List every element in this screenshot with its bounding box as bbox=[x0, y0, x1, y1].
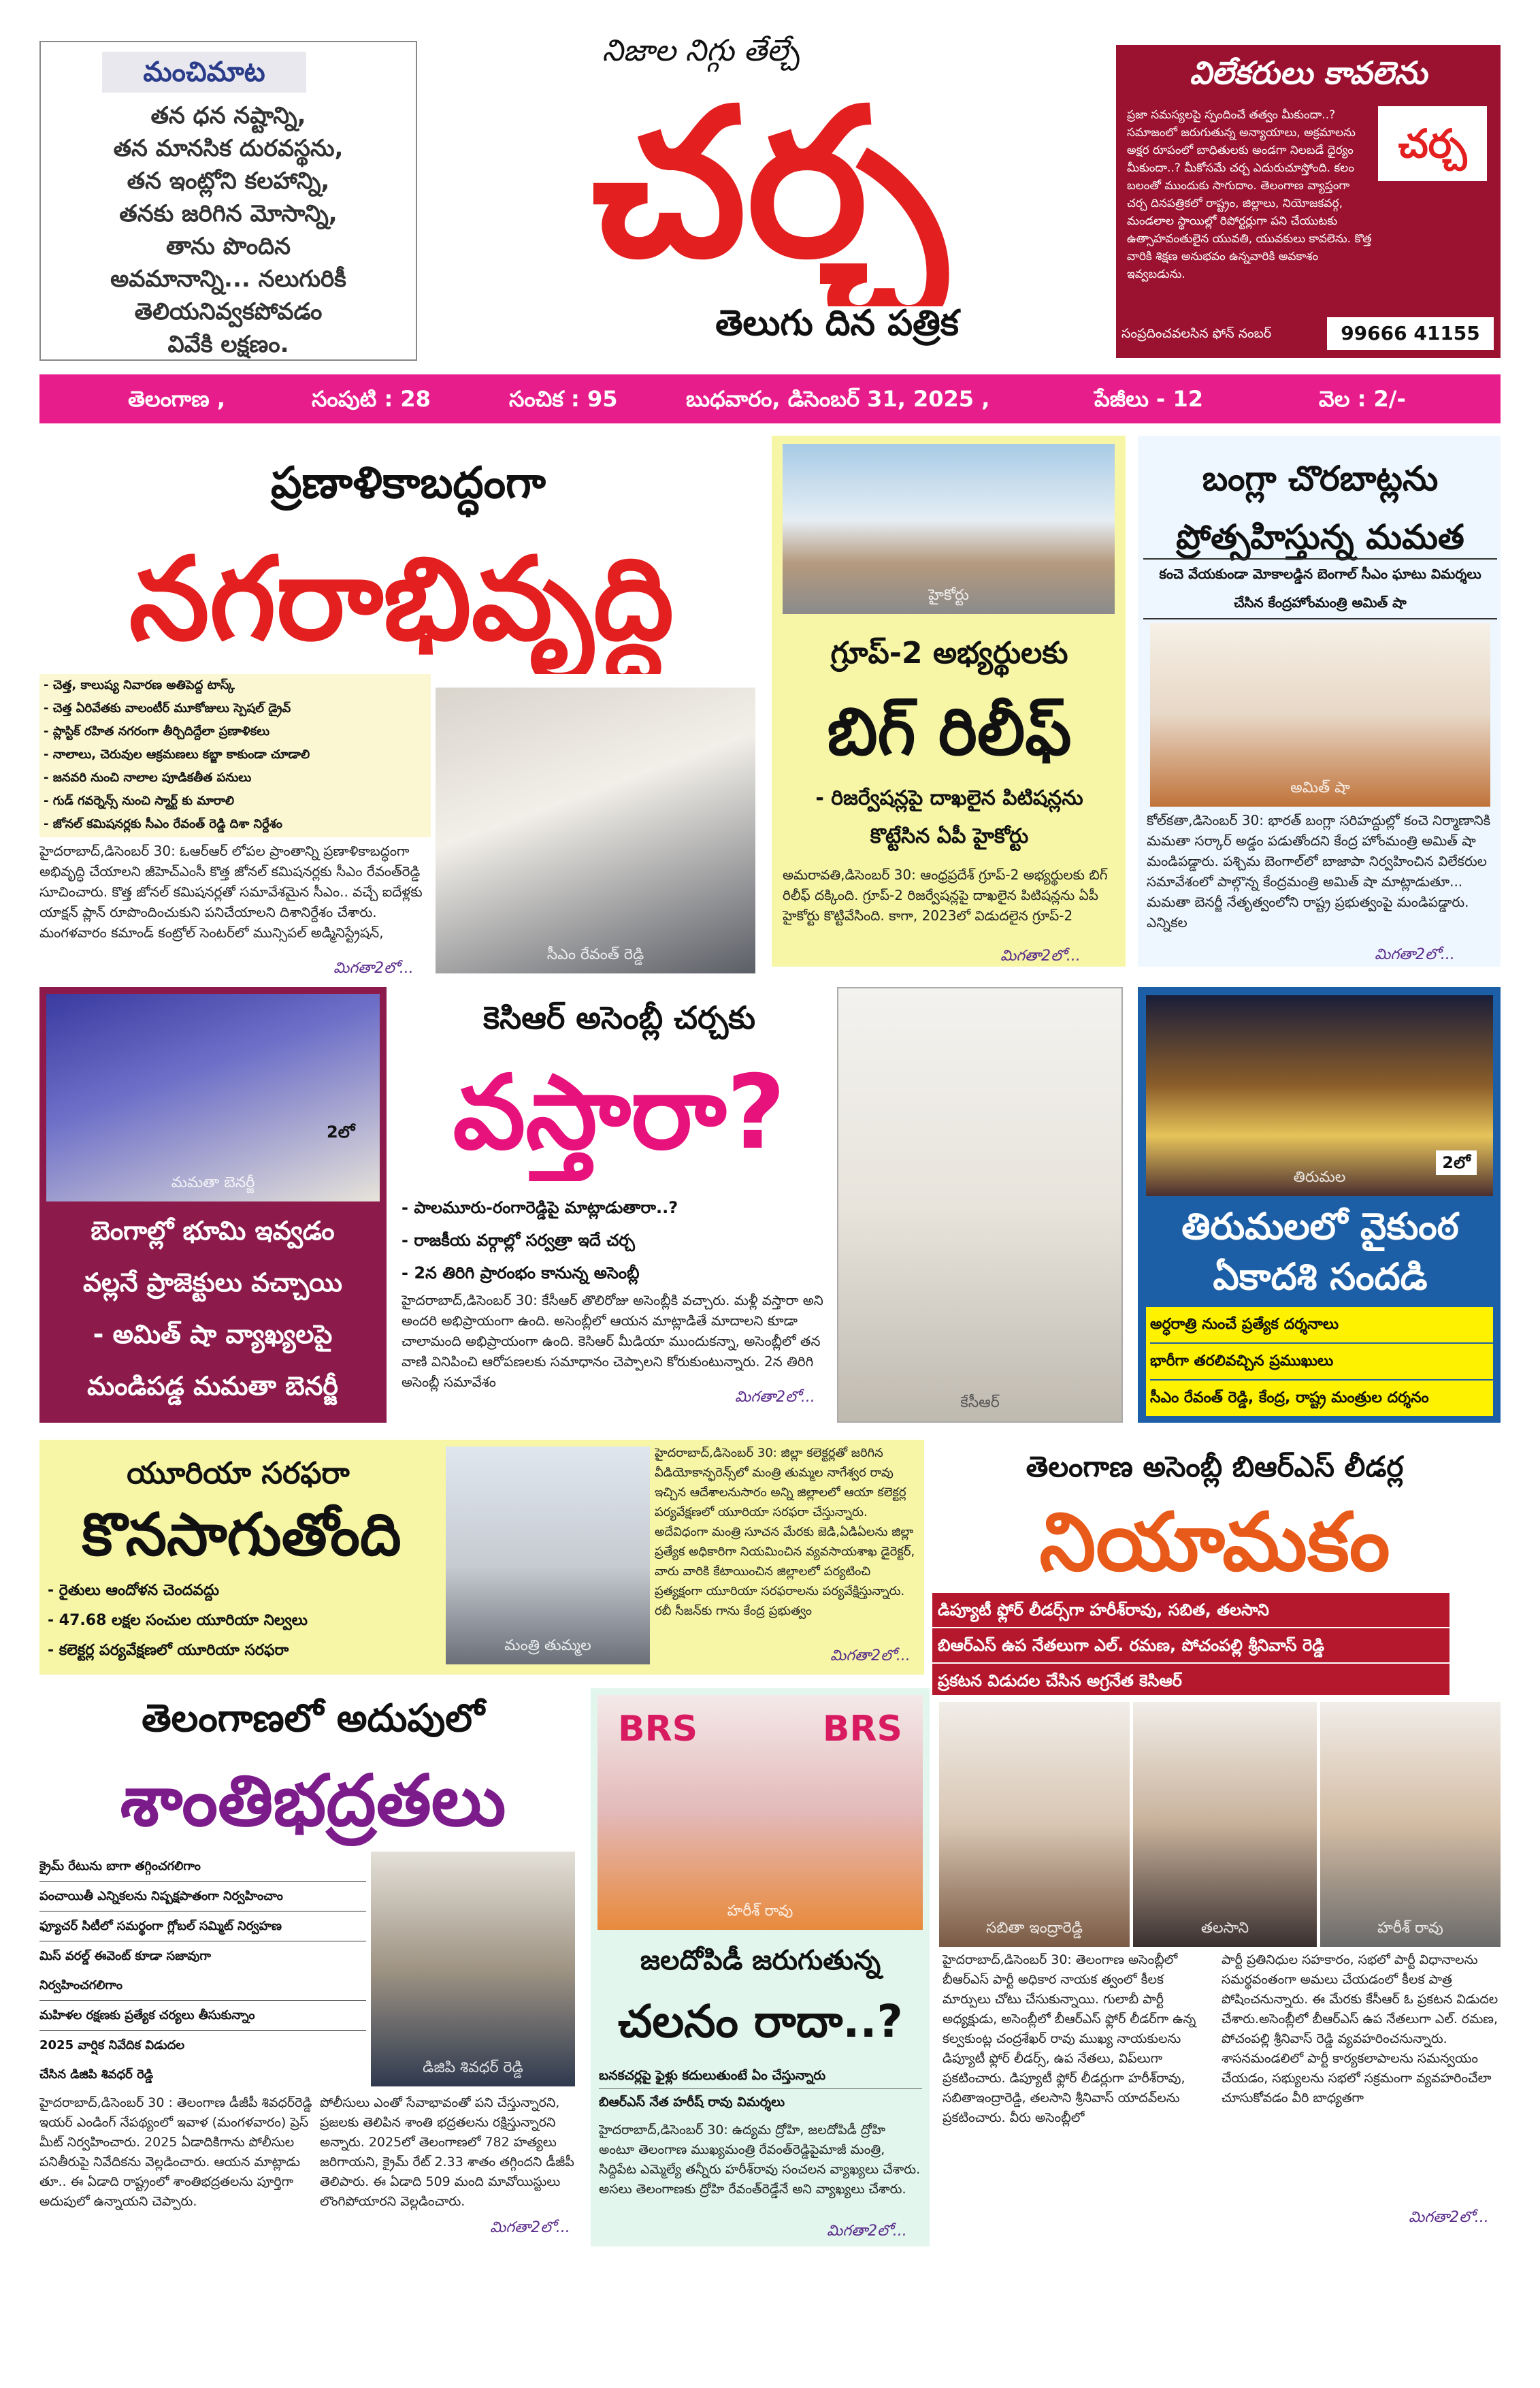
bangla-photo-caption: అమిత్ షా bbox=[1290, 779, 1350, 796]
brs-photo-caption: తలసాని bbox=[1200, 1920, 1249, 1937]
urea-kicker: యూరియా సరఫరా bbox=[127, 1456, 350, 1491]
tirumala-photo-caption: తిరుమల bbox=[1293, 1169, 1346, 1186]
jala-photo bbox=[597, 1695, 923, 1930]
ad-logo: చర్చ bbox=[1378, 106, 1487, 181]
dateline-volume: సంపుటి : 28 bbox=[312, 386, 431, 412]
quote-line: తన ఇంట్లోని కలహాన్ని, bbox=[127, 167, 330, 195]
santhi-more: మిగతా2లో... bbox=[490, 2219, 570, 2236]
brs-kicker: తెలంగాణ అసెంబ్లీ బిఆర్ఎస్ లీడర్ల bbox=[1026, 1450, 1404, 1483]
bangla-photo bbox=[1150, 623, 1490, 807]
santhi-body-1: హైదరాబాద్,డిసెంబర్ 30 : తెలంగాణ డీజీపీ శివధర్‌రెడ్డి ఇయర్ ఎండింగ్ నేపథ్యంలో ఇవాళ (మంగళవారం) ప్రెస్ మీట్ నిర్వహించారు. 2025 ఏడాదికిగాను పోలీసుల పనితీరుపై నివేదికను వెల్లడించారు. ఆయన మాట్లాడు తూ.. ఈ ఏడాది రాష్ట్రంలో శాంతిభద్రతలను పూర్తిగా అదుపులో ఉన్నాయని చెప్పారు. bbox=[39, 2095, 312, 2209]
mamata-headline-line: వల్లనే ప్రాజెక్టులు వచ్చాయి bbox=[82, 1268, 343, 1297]
group2-photo-caption: హైకోర్టు bbox=[928, 587, 969, 604]
lead-bullet: - చెత్త, కాలుష్య నివారణ అతిపెద్ద టాస్క్ bbox=[44, 678, 235, 692]
group2-photo bbox=[783, 444, 1115, 614]
lead-photo-caption: సీఎం రేవంత్ రెడ్డి bbox=[546, 946, 644, 963]
dateline-state: తెలంగాణ , bbox=[128, 386, 226, 412]
quote-title: మంచిమాట bbox=[102, 52, 306, 93]
brs-more: మిగతా2లో... bbox=[1409, 2209, 1489, 2226]
urea-photo-caption: మంత్రి తుమ్మల bbox=[504, 1637, 591, 1654]
urea-bullets bbox=[48, 1576, 442, 1668]
dateline-bar bbox=[39, 374, 1501, 423]
urea-body: హైదరాబాద్,డిసెంబర్ 30: జిల్లా కలెక్టర్లతో జరిగిన వీడియోకాన్ఫరెన్స్‌లో మంత్రి తుమ్మల నాగేశ్వర రావు ఇచ్చిన ఆదేశాలనుసారం అన్ని జిల్లాలలో ఆయా కలెక్టర్ల పర్యవేక్షణలో యూరియా సరఫరా చేస్తున్నారు. అదేవిధంగా మంత్రి సూచన మేరకు జెడి,ఏడిఏలను జిల్లా ప్రత్యేక అధికారిగా నియమించిన వ్యవసాయశాఖ డైరెక్టర్, వారు వారికి కేటాయించిన జిల్లాలలో పర్యటించి ప్రత్యక్షంగా యూరియా సరఫరాలను పర్యవేక్షిస్తున్నారు. రబీ సీజన్‌కు గాను కేంద్ర ప్రభుత్వం bbox=[655, 1446, 915, 1618]
quote-line: అవమానాన్ని... నలుగురికీ bbox=[110, 265, 346, 293]
jala-headline: చలనం రాదా..? bbox=[618, 1995, 903, 2048]
group2-kicker: గ్రూప్-2 అభ్యర్థులకు bbox=[830, 636, 1068, 671]
urea-photo bbox=[446, 1447, 650, 1664]
santhi-item: పంచాయితీ ఎన్నికలను నిష్పక్షపాతంగా నిర్వహించాం bbox=[39, 1882, 366, 1911]
brs-photo-caption: సబితా ఇంద్రారెడ్డి bbox=[986, 1920, 1083, 1937]
santhi-body-2: పోలీసులు ఎంతో సేవాభావంతో పని చేస్తున్నారని, ప్రజలకు తెలిపిన శాంతి భద్రతలను రక్షిస్తున్నారని అన్నారు. 2025లో తెలంగాణలో 782 హత్యలు జరిగాయని, క్రైమ్ రేట్ 2.33 శాతం తగ్గిందని డీజీపీ తెలిపారు. ఈ ఏడాది 509 మంది మావోయిస్టులు లొంగిపోయారని వెల్లడించారు. bbox=[320, 2095, 574, 2209]
brs-backdrop-text: BRS bbox=[618, 1709, 698, 1749]
masthead-subtitle: తెలుగు దిన పత్రిక bbox=[715, 303, 959, 344]
brs-body-1: హైదరాబాద్,డిసెంబర్ 30: తెలంగాణ అసెంబ్లీలో బీఆర్ఎస్ పార్టీ అధికార నాయక త్వంలో కీలక మార్పులు చోటు చేసుకున్నాయి. గులాబీ పార్టీ అధ్యక్షుడు, అసెంబ్లీలో బీఆర్ఎస్ ఫ్లోర్ లీడర్‌గా ఉన్న కల్వకుంట్ల చంద్రశేఖర్ రావు ముఖ్య నాయకులను డిప్యూటీ ఫ్లోర్ లీడర్స్, ఉప నేతలు, విప్‌లుగా ప్రకటించారు. డిప్యూటీ ఫ్లోర్ లీడర్లుగా హరీశ్‌రావు, సబితాఇంద్రారెడ్డి, తలసాని శ్రీనివాస్ యాదవ్‌లను ప్రకటించారు. వీరు అసెంబ్లీలో bbox=[943, 1952, 1196, 2125]
kcr-bullet: - పాలమూరు-రంగారెడ్డిపై మాట్లాడుతారా..? bbox=[402, 1198, 678, 1217]
kcr-photo-caption: కేసీఆర్ bbox=[960, 1394, 1000, 1411]
urea-bullet: - రైతులు ఆందోళన చెందవద్దు bbox=[48, 1582, 219, 1599]
lead-bullets bbox=[39, 674, 431, 837]
tirumala-page-ref: 2లో bbox=[1436, 1150, 1477, 1175]
brs-headline: నియామకం bbox=[1039, 1495, 1390, 1589]
lead-photo bbox=[436, 688, 755, 973]
group2-body: అమరావతి,డిసెంబర్ 30: ఆంధ్రప్రదేశ్ గ్రూప్-2 అభ్యర్థులకు బిగ్ రిలీఫ్ దక్కింది. గ్రూప్-2 రిజర్వేషన్లపై దాఖలైన పిటిషన్లను ఏపీ హైకోర్టు కొట్టివేసింది. కాగా, 2023లో విడుదలైన గ్రూప్-2 bbox=[783, 867, 1108, 924]
santhi-item: 2025 వార్షిక నివేదిక విడుదల bbox=[39, 2038, 185, 2052]
kcr-bullet: - 2న తిరిగి ప్రారంభం కానున్న అసెంబ్లీ bbox=[402, 1263, 640, 1282]
brs-strip: ప్రకటన విడుదల చేసిన అగ్రనేత కెసిఆర్ bbox=[932, 1664, 1449, 1695]
tirumala-headline: తిరుమలలో వైకుంఠ ఏకాదశి సందడి bbox=[1181, 1205, 1459, 1298]
brs-strip: బిఆర్ఎస్ ఉప నేతలుగా ఎల్. రమణ, పోచంపల్లి శ్రీనివాస్ రెడ్డి bbox=[932, 1628, 1449, 1664]
santhi-items bbox=[39, 1852, 366, 2090]
kcr-bullet: - రాజకీయ వర్గాల్లో సర్వత్రా ఇదే చర్చ bbox=[402, 1231, 635, 1250]
quote-line: వివేకి లక్షణం. bbox=[167, 331, 289, 358]
mamata-page-ref: 2లో bbox=[327, 1123, 355, 1142]
jala-bullet: బిఆర్ఎస్ నేత హరీష్ రావు విమర్శలు bbox=[599, 2095, 785, 2110]
brs-strips bbox=[932, 1593, 1449, 1695]
tirumala-item: సీఎం రేవంత్ రెడ్డి, కేంద్ర, రాష్ట్ర మంత్రుల దర్శనం bbox=[1150, 1389, 1429, 1406]
ad-text: ప్రజా సమస్యలపై స్పందించే తత్వం మీకుందా..? సమాజంలో జరుగుతున్న అన్యాయాలు, అక్రమాలను అక్షర రూపంలో బాధితులకు అండగా నిలబడే ధైర్యం మీకుందా..? మీకోసమే చర్చ ఎదురుచూస్తోంది. కలం బలంతో ముందుకు సాగుదాం. తెలంగాణ వ్యాప్తంగా చర్చ దినపత్రికలో రాష్ట్రం, జిల్లాలు, నియోజకవర్గ, మండలాల స్థాయిల్లో రిపోర్టర్లుగా పని చేయుటకు ఉత్సాహవంతులైన యువతి, యువకులు కావలెను. కొత్త వారికి శిక్షణ అనుభవం ఉన్నవారికి అవకాశం ఇవ్వబడును. bbox=[1127, 108, 1372, 281]
brs-strip: డిప్యూటీ ఫ్లోర్ లీడర్స్‌గా హరీశ్‌రావు, సబిత, తలసాని bbox=[932, 1593, 1449, 1628]
quote-line: తన ధన నష్టాన్ని, bbox=[150, 102, 306, 129]
lead-bullet: - గుడ్ గవర్నెన్స్ నుంచి స్మార్ట్ కు మారాలి bbox=[44, 794, 235, 808]
bangla-headline: బంగ్లా చొరబాట్లను ప్రోత్సహిస్తున్న మమత bbox=[1176, 459, 1464, 557]
tirumala-item: భారీగా తరలివచ్చిన ప్రముఖులు bbox=[1150, 1344, 1493, 1381]
mamata-photo bbox=[46, 994, 380, 1201]
group2-sub: - రిజర్వేషన్లపై దాఖలైన పిటిషన్లను కొట్టేసిన ఏపీ హైకోర్టు bbox=[815, 786, 1083, 848]
lead-more: మిగతా2లో... bbox=[333, 960, 414, 977]
brs-photo-1 bbox=[939, 1702, 1130, 1947]
masthead-tagline: నిజాల నిగ్గు తేల్చే bbox=[602, 33, 800, 68]
jala-photo-caption: హరీశ్ రావు bbox=[727, 1903, 793, 1920]
brs-body-2: పార్టీ ప్రతినిధుల సహకారం, సభలో పార్టీ విధానాలను సమర్థవంతంగా అమలు చేయడంలో కీలక పాత్ర పోషించనున్నారు. ఈ మేరకు కేసీఆర్ ఓ ప్రకటన విడుదల చేశారు.అసెంబ్లీలో బీఆర్ఎస్ ఉప నేతలుగా ఎల్. రమణ, పోచంపల్లి శ్రీనివాస్ రెడ్డి వ్యవహరించనున్నారు. శాసనమండలిలో పార్టీ కార్యకలాపాలను సమన్వయం చేయడం, సభ్యులను సభలో సక్రమంగా వ్యవహరించేలా చూసుకోవడం వీరి బాధ్యతగా bbox=[1222, 1952, 1498, 2105]
kcr-bullets bbox=[402, 1191, 837, 1293]
lead-bullet: - జోనల్ కమిషనర్లకు సీఎం రేవంత్ రెడ్డి దిశా నిర్దేశం bbox=[44, 817, 282, 831]
lead-kicker: ప్రణాళికాబద్ధంగా bbox=[270, 458, 546, 509]
mamata-headline-line: - అమిత్ షా వ్యాఖ్యలపై bbox=[93, 1319, 333, 1349]
bangla-more: మిగతా2లో... bbox=[1375, 946, 1455, 963]
reporters-ad bbox=[1116, 45, 1501, 358]
bangla-sub: కంచె వేయకుండా మోకాలడ్డిన బెంగాల్ సీఎం ఘాటు విమర్శలు చేసిన కేంద్రహోంమంత్రి అమిత్ షా bbox=[1143, 558, 1497, 619]
lead-bullet: - జనవరి నుంచి నాలాల పూడికతీత పనులు bbox=[44, 771, 252, 785]
brs-backdrop-text: BRS bbox=[822, 1709, 902, 1749]
jala-body: హైదరాబాద్,డిసెంబర్ 30: ఉద్యమ ద్రోహి, జలదోపిడీ ద్రోహి అంటూ తెలంగాణ ముఖ్యమంత్రి రేవంత్‌రెడ్డిపైమాజీ మంత్రి, సిద్దిపేట ఎమ్మెల్యే తన్నీరు హరీశ్‌రావు సంచలన వ్యాఖ్యలు చేశారు. అసలు తెలంగాణకు ద్రోహి రేవంత్‌రెడ్డేనే అని వ్యాఖ్యలు చేశారు. bbox=[599, 2123, 921, 2197]
brs-photo-caption: హరీశ్ రావు bbox=[1377, 1920, 1443, 1937]
santhi-photo bbox=[371, 1852, 575, 2086]
santhi-photo-caption: డిజిపి శివధర్ రెడ్డి bbox=[423, 2059, 523, 2076]
lead-bullet: - నాలాలు, చెరువుల ఆక్రమణలు కబ్జా కాకుండా చూడాలి bbox=[44, 747, 310, 762]
dateline-date: బుధవారం, డిసెంబర్ 31, 2025 , bbox=[686, 386, 990, 412]
group2-more: మిగతా2లో... bbox=[1000, 948, 1081, 965]
brs-photo-2 bbox=[1133, 1702, 1317, 1947]
mamata-headline bbox=[41, 1205, 384, 1416]
urea-bullet: - 47.68 లక్షల సంచుల యూరియా నిల్వలు bbox=[48, 1612, 308, 1629]
brs-photo-3 bbox=[1320, 1702, 1501, 1947]
quote-line: తనకు జరిగిన మోసాన్ని, bbox=[119, 200, 338, 227]
santhi-item: మిస్ వరల్డ్ ఈవెంట్ కూడా సజావుగా bbox=[39, 1949, 211, 1963]
lead-bullet: - ప్లాస్టిక్ రహిత నగరంగా తీర్చిదిద్దేలా ప్రణాళికలు bbox=[44, 724, 270, 739]
santhi-headline: శాంతిభద్రతలు bbox=[120, 1759, 506, 1842]
bangla-body: కోల్‌కతా,డిసెంబర్ 30: భారత్ బంగ్లా సరిహద్దుల్లో కంచె నిర్మాణానికి మమతా సర్కార్ అడ్డం పడుతోందని కేంద్ర హోంమంత్రి అమిత్ షా మండిపడ్డారు. పశ్చిమ బెంగాల్‌లో బాజాపా నిర్వహించిన విలేకరుల సమావేశంలో పాల్గొన్న కేంద్రమంత్రి అమిత్ షా మాట్లాడుతూ... మమతా బెనర్జీ నేతృత్వంలోని రాష్ట్ర ప్రభుత్వంపై మండిపడ్డారు. ఎన్నికల bbox=[1147, 812, 1491, 931]
santhi-item: ఫ్యూచర్ సిటీలో సమర్థంగా గ్లోబల్ సమ్మిట్ నిర్వహణ bbox=[39, 1911, 366, 1941]
group2-headline: బిగ్ రిలీఫ్ bbox=[827, 694, 1072, 770]
kcr-more: మిగతా2లో... bbox=[735, 1389, 815, 1406]
mamata-photo-caption: మమతా బెనర్జీ bbox=[171, 1174, 255, 1191]
santhi-item: మహిళల రక్షణకు ప్రత్యేక చర్యలు తీసుకున్నాం bbox=[39, 2001, 366, 2031]
quote-line: తాను పొందిన bbox=[166, 233, 291, 260]
dateline-issue: సంచిక : 95 bbox=[509, 386, 618, 412]
quote-text bbox=[41, 99, 416, 361]
santhi-kicker: తెలంగాణలో అదుపులో bbox=[142, 1696, 485, 1741]
lead-bullet: - చెత్త ఏరివేతకు వాలంటీర్ మూకోజులు స్పెషల్ డ్రైవ్ bbox=[44, 701, 291, 715]
urea-more: మిగతా2లో... bbox=[830, 1647, 911, 1664]
dateline-pages: పేజీలు - 12 bbox=[1094, 386, 1203, 412]
kcr-headline: వస్తారా? bbox=[453, 1054, 786, 1172]
dateline-price: వెల : 2/- bbox=[1319, 386, 1406, 412]
santhi-item: నిర్వహించగలిగాం bbox=[39, 1971, 366, 2001]
tirumala-items bbox=[1146, 1307, 1493, 1416]
kcr-kicker: కెసిఆర్ అసెంబ్లీ చర్చకు bbox=[482, 999, 756, 1036]
urea-bullet: - కలెక్టర్ల పర్యవేక్షణలో యూరియా సరఫరా bbox=[48, 1642, 289, 1659]
ad-contact-label: సంప్రదించవలసిన ఫోన్ నంబర్ bbox=[1121, 326, 1272, 341]
quote-line: తెలియనివ్వకపోవడం bbox=[134, 298, 323, 325]
quote-box bbox=[39, 41, 417, 361]
quote-line: తన మానసిక దురవస్థను, bbox=[113, 135, 344, 162]
jala-bullets bbox=[599, 2063, 922, 2117]
jala-bullet: బనకచర్లపై ఫైళ్లు కదులుతుంటే ఏం చేస్తున్నారు bbox=[599, 2063, 922, 2089]
kcr-photo bbox=[837, 987, 1123, 1423]
urea-headline: కొనసాగుతోంది bbox=[82, 1501, 402, 1569]
tirumala-item: అర్ధరాత్రి నుంచే ప్రత్యేక దర్శనాలు bbox=[1150, 1307, 1493, 1344]
mamata-headline-line: మండిపడ్డ మమతా బెనర్జీ bbox=[87, 1371, 338, 1401]
santhi-item: చేసిన డిజిపి శివధర్ రెడ్డి bbox=[39, 2067, 154, 2082]
kcr-body: హైదరాబాద్,డిసెంబర్ 30: కేసీఆర్ తొలిరోజు అసెంబ్లీకి వచ్చారు. మళ్లీ వస్తారా అని అందరి అభిప్రాయంగా ఉంది. అసెంబ్లీలో ఆయన మాట్లాడితే మాదాలని కూడా చాలామంది అభిప్రాయంగా ఉంది. కెసిఆర్ మీడియా ముందుకన్నా, అసెంబ్లీలో తన వాణి వినిపించి ఆరోపణలకు సమాధానం చెప్పాలని కోరుకుంటున్నారు. 2న తిరిగి అసెంబ్లీ సమావేశం bbox=[402, 1292, 823, 1390]
ad-title: విలేకరులు కావలెను bbox=[1189, 54, 1428, 91]
santhi-item: క్రైమ్ రేటును బాగా తగ్గించగలిగాం bbox=[39, 1852, 366, 1882]
masthead-logo: చర్చ bbox=[591, 65, 947, 302]
lead-body: హైదరాబాద్,డిసెంబర్ 30: ఓఆర్ఆర్ లోపల ప్రాంతాన్ని ప్రణాళికాబద్ధంగా అభివృద్ధి చేయాలని జీహెచ్ఎంసీ కొత్త జోనల్ కమిషనర్లకు సీఎం రేవంత్‌రెడ్డి సూచించారు. కొత్త జోనల్ కమిషనర్లతో సమావేశమైన సీఎం.. వచ్చే ఐదేళ్లకు యాక్షన్ ప్లాన్ రూపొందించుకుని పనిచేయాలని దిశానిర్దేశం చేశారు. మంగళవారం కమాండ్ కంట్రోల్ సెంటర్‌లో మున్సిపల్ అడ్మినిస్ట్రేషన్, bbox=[39, 843, 423, 941]
jala-kicker: జలదోపిడీ జరుగుతున్న bbox=[640, 1945, 881, 1976]
ad-phone: 99666 41155 bbox=[1327, 317, 1494, 350]
mamata-headline-line: బెంగాల్లో భూమి ఇవ్వడం bbox=[91, 1216, 335, 1246]
lead-headline: నగరాభివృద్ధి bbox=[129, 532, 674, 666]
jala-more: మిగతా2లో... bbox=[827, 2223, 907, 2240]
